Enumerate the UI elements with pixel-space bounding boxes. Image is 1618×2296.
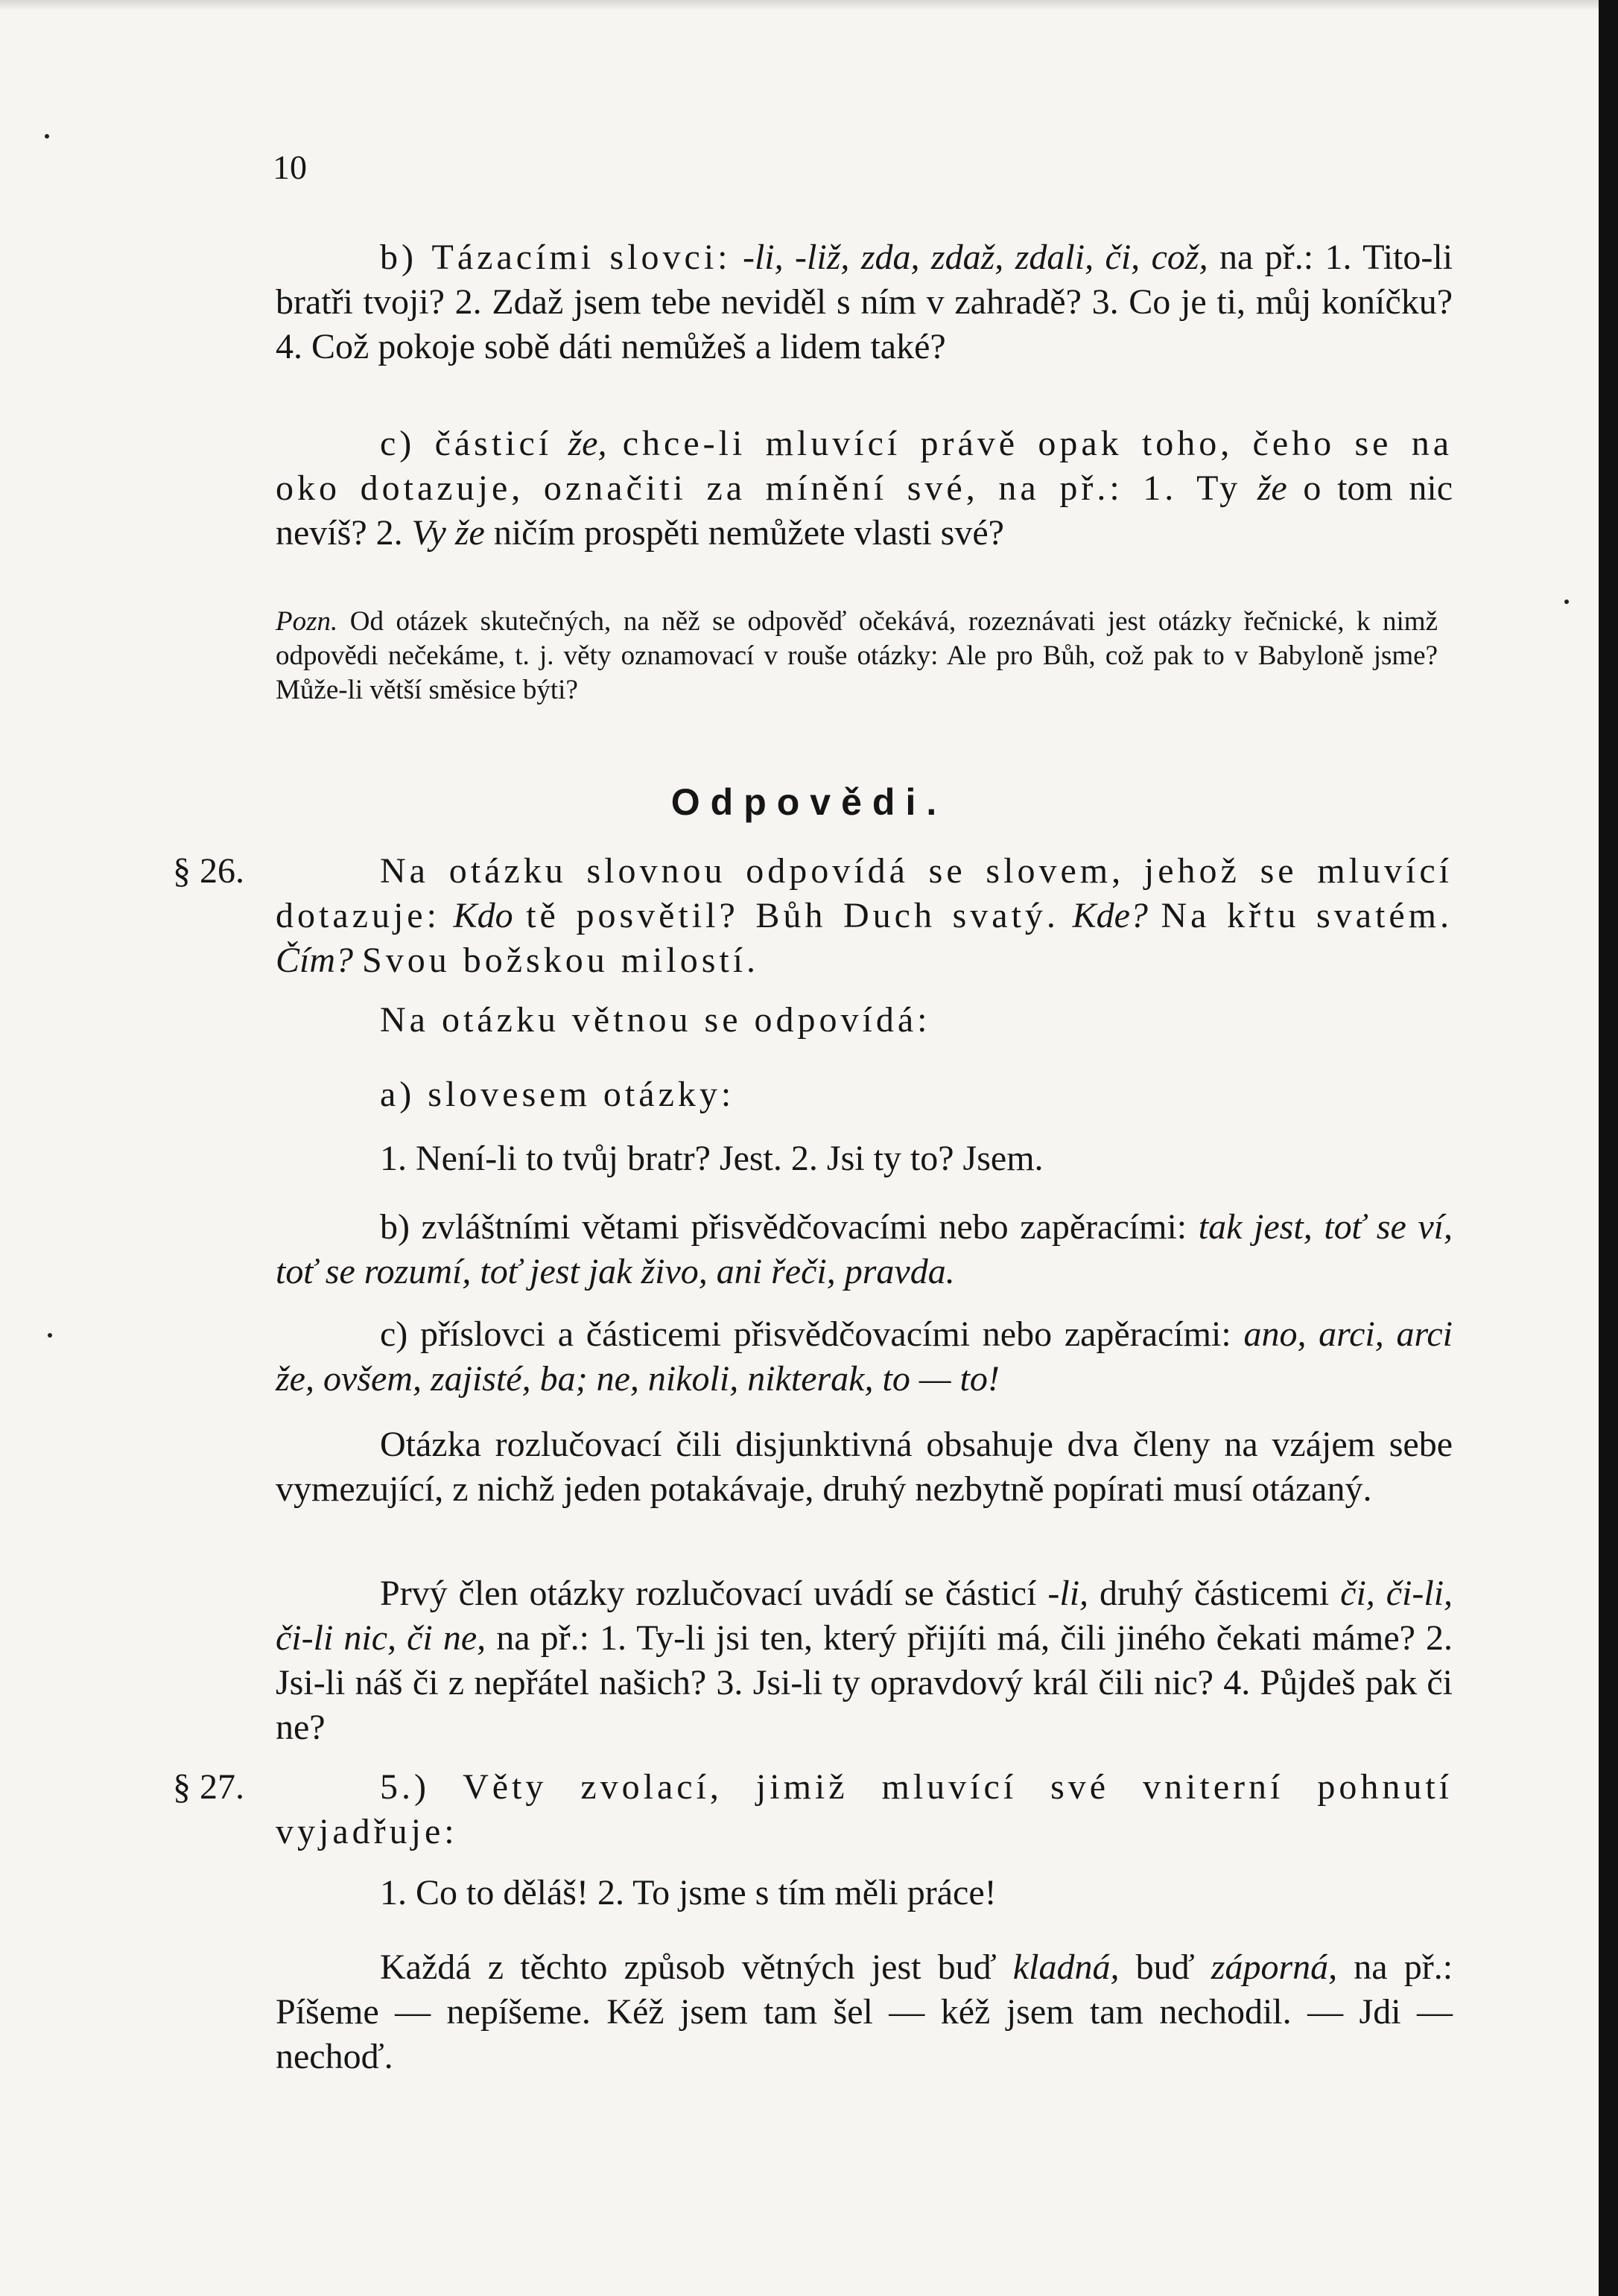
c-text: chce-li mluvící právě opak toho, čeho se na oko dotazuje, označiti za mínění své, na př.: 1. Ty <box>276 424 1453 508</box>
s26-p8-c: na př.: 1. Ty-li jsi ten, který přijíti má, čili jiného čekati máme? 2. Jsi-li náš či z nepřátel našich? 3. Jsi-li ty opravdový král čili nic? 4. Půjdeš pak či ne? <box>276 1618 1453 1747</box>
s26-p6-a: c) příslovci a částicemi přisvědčovacími nebo zapěracími: <box>380 1314 1231 1354</box>
s26-paragraph-5 <box>276 1205 1453 1294</box>
scan-edge-top <box>0 0 1618 10</box>
s26-p5-a: b) zvláštními větami přisvědčovacími nebo zapěracími: <box>380 1207 1187 1247</box>
s26-paragraph-6 <box>276 1312 1453 1402</box>
s27-p3-a: Každá z těchto způsob větných jest buď <box>380 1947 997 1987</box>
scan-speck <box>45 134 49 139</box>
c-mid: o tom nic nevíš? 2. <box>276 468 1453 553</box>
scan-speck <box>48 1333 52 1338</box>
b-rest: na př.: 1. Tito-li bratři tvoji? 2. Zdaž jsem tebe neviděl s ním v zahradě? 3. Co je ti, můj koníčku? 4. Což pokoje sobě dáti nemůžeš a lidem také? <box>276 238 1453 366</box>
note-label: Pozn. <box>276 606 338 637</box>
s26-p6-b: ano, arci, arci že, ovšem, zajisté, ba; ne, nikoli, nikterak, to — to! <box>276 1314 1453 1399</box>
s26-paragraph-3: a) slovesem otázky: <box>380 1075 735 1114</box>
note-text: Od otázek skutečných, na něž se odpověď očekává, rozeznávati jest otázky řečnické, k nimž odpovědi nečekáme, t. j. věty oznamovací v rouše otázky: Ale pro Bůh, což pak to v Babyloně jsme? Může-li větší směsice býti? <box>276 606 1438 705</box>
section-mark-26: § 26. <box>173 851 244 891</box>
s27-p3-b: buď <box>1135 1947 1195 1987</box>
s27-kladna: kladná, <box>1012 1947 1120 1987</box>
s26-p8-b: druhý částicemi <box>1100 1574 1330 1613</box>
scan-speck <box>1564 600 1569 604</box>
s26-cim: Čím? <box>276 941 354 980</box>
s26-kde: Kde? <box>1072 896 1148 935</box>
s26-p1-b: tě posvětil? Bůh Duch svatý. <box>526 896 1059 935</box>
section-mark-27: § 27. <box>173 1767 244 1807</box>
b-intro: b) Tázacími slovci: <box>380 238 732 277</box>
s26-p1-a: Na otázku slovnou odpovídá se slovem, jehož se mluvící dotazuje: <box>276 851 1453 935</box>
s26-p8-list: či, či-li, či-li nic, či ne, <box>276 1574 1453 1658</box>
s26-paragraph-1 <box>276 849 1453 983</box>
page-number: 10 <box>273 148 307 186</box>
c-ze: že, <box>568 424 607 463</box>
s26-p8-li: -li, <box>1047 1574 1089 1613</box>
s27-p3-c: na př.: Píšeme — nepíšeme. Kéž jsem tam šel — kéž jsem tam nechodil. — Jdi — nechoď. <box>276 1947 1453 2076</box>
s26-p8-a: Prvý člen otázky rozlučovací uvádí se částicí <box>380 1574 1037 1613</box>
c-intro: c) částicí <box>380 424 553 463</box>
b-words: -li, -liž, zda, zdaž, zdali, či, což, <box>742 238 1208 277</box>
c-ze2: že <box>1257 468 1287 508</box>
note-pozn <box>276 605 1438 707</box>
scan-edge-right <box>1599 0 1618 2296</box>
s27-paragraph-2: 1. Co to děláš! 2. To jsme s tím měli práce! <box>380 1873 997 1912</box>
s26-paragraph-2: Na otázku větnou se odpovídá: <box>380 1000 931 1040</box>
s26-p1-c: Na křtu svatém. <box>1161 896 1453 935</box>
c-vyze: Vy že <box>411 513 485 553</box>
paragraph-c-particle <box>276 422 1453 556</box>
s26-paragraph-8 <box>276 1571 1453 1750</box>
paragraph-b-interrogative-words <box>276 235 1453 369</box>
section-heading: Odpovědi. <box>670 781 948 823</box>
s26-paragraph-4: 1. Není-li to tvůj bratr? Jest. 2. Jsi ty to? Jsem. <box>380 1139 1044 1178</box>
c-end: ničím prospěti nemůžete vlasti své? <box>493 513 1004 553</box>
s26-p1-d: Svou božskou milostí. <box>362 941 760 980</box>
s26-paragraph-7: Otázka rozlučovací čili disjunktivná obsahuje dva členy na vzájem sebe vymezující, z nichž jeden potakávaje, druhý nezbytně popírati musí otázaný. <box>276 1425 1453 1509</box>
s27-paragraph-1: 5.) Věty zvolací, jimiž mluvící své vniterní pohnutí vyjadřuje: <box>276 1767 1453 1851</box>
s26-kdo: Kdo <box>453 896 513 935</box>
s26-p5-b: tak jest, toť se ví, toť se rozumí, toť jest jak živo, ani řeči, pravda. <box>276 1207 1453 1291</box>
s27-zaporna: záporná, <box>1211 1947 1338 1987</box>
s27-paragraph-3 <box>276 1945 1453 2079</box>
